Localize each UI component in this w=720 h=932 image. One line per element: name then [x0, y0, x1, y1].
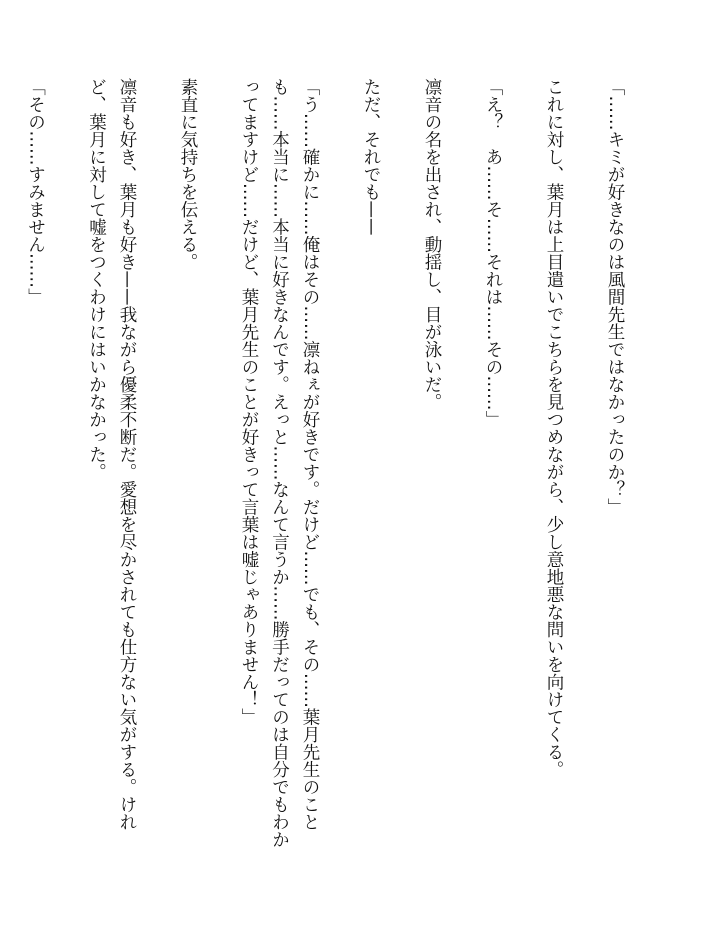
novel-text-column-block: [25, 78, 630, 858]
paragraph-dialogue-2: 「え？ あ……そ……それは……その……」: [483, 78, 503, 428]
blank-line: [447, 78, 478, 79]
blank-line: [569, 78, 600, 79]
blank-line: [51, 78, 82, 79]
blank-line: [142, 78, 173, 79]
paragraph-narration-2: 凛音の名を出され、動揺し、目が泳いだ。: [422, 78, 442, 411]
blank-line: [0, 78, 20, 79]
blank-line: [386, 78, 417, 79]
paragraph-narration-1: これに対し、葉月は上目遣いでこちらを見つめながら、少し意地悪な問いを向けてくる。: [544, 78, 564, 778]
blank-line: [508, 78, 539, 79]
paragraph-dialogue-4: 「その……すみません……」: [25, 78, 46, 306]
paragraph-narration-3: ただ、それでも——: [361, 78, 381, 236]
blank-line: [325, 78, 356, 79]
blank-line: [203, 78, 234, 79]
paragraph-narration-4: 素直に気持ちを伝える。: [178, 78, 198, 271]
paragraph-dialogue-1: 「……キミが好きなのは風間先生ではなかったのか？」: [605, 78, 625, 516]
paragraph-narration-5: 凛音も好き、葉月も好き——我ながら優柔不断だ。愛想を尽かされても仕方ない気がする。けれど、葉月に対して嘘をつくわけにはいかなかった。: [86, 78, 137, 831]
paragraph-dialogue-3: 「う……確かに……俺はその……凛ねぇが好きです。だけど……でも、その……葉月先生のことも……本当に……本当に好きなんです。えっと……なんて言うか……勝手だってのは自分でもわかってますけど……だけど、葉月先生のことが好きって言葉は嘘じゃありません！」: [239, 78, 320, 848]
